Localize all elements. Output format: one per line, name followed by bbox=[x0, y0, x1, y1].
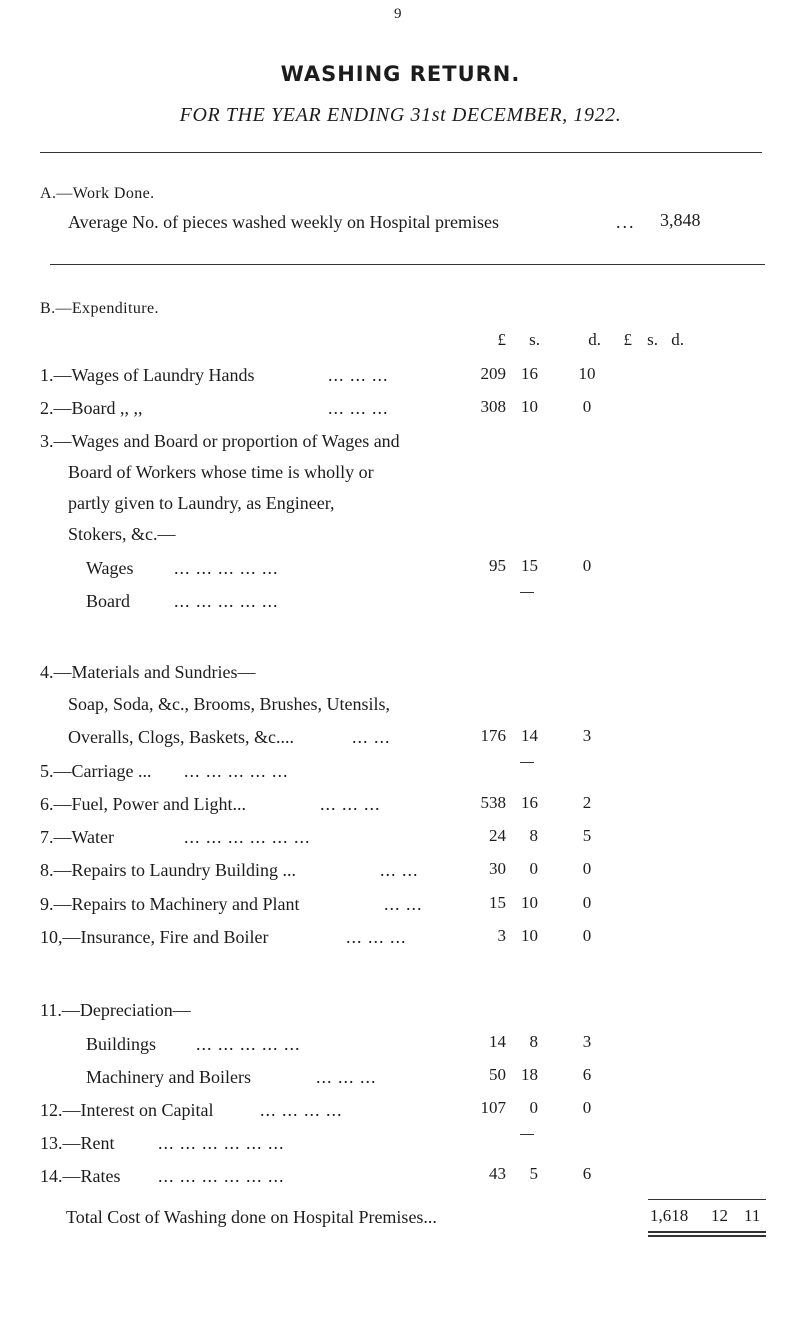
item-leader: ... ... ... ... ... bbox=[196, 1034, 301, 1054]
item-label: 10,—Insurance, Fire and Boiler bbox=[40, 927, 269, 947]
total-pence: 11 bbox=[744, 1206, 761, 1225]
item-pounds: 95 bbox=[489, 556, 506, 575]
item-pounds: 30 bbox=[489, 859, 506, 878]
item-dash bbox=[520, 762, 534, 763]
item-shillings: 10 bbox=[521, 397, 538, 416]
item-shillings: 0 bbox=[529, 859, 538, 878]
item-label: Board bbox=[86, 591, 130, 611]
item-label: 1.—Wages of Laundry Hands bbox=[40, 365, 255, 385]
item-pence: 3 bbox=[582, 726, 592, 745]
page-subtitle: FOR THE YEAR ENDING 31st DECEMBER, 1922. bbox=[179, 104, 622, 126]
item-shillings: 16 bbox=[521, 793, 538, 812]
item-pounds: 3 bbox=[497, 926, 506, 945]
page-title: WASHING RETURN. bbox=[280, 62, 521, 86]
item-leader: ... ... ... bbox=[316, 1067, 377, 1087]
item-shillings: 8 bbox=[529, 1032, 538, 1051]
col-header-pounds-total: £ bbox=[623, 330, 632, 349]
item-pounds: 308 bbox=[480, 397, 506, 416]
item-shillings: 14 bbox=[521, 726, 538, 745]
section-a-leader: ... bbox=[616, 212, 636, 232]
item-leader: ... ... ... ... ... bbox=[174, 558, 279, 578]
item-leader: ... ... ... ... ... bbox=[174, 591, 279, 611]
item-pounds: 176 bbox=[480, 726, 506, 745]
item-shillings: 8 bbox=[529, 826, 538, 845]
section-a-label: Average No. of pieces washed weekly on Hospital premises bbox=[68, 212, 500, 232]
item-pence: 0 bbox=[582, 556, 592, 575]
item-label: 13.—Rent bbox=[40, 1133, 115, 1153]
col-header-pence: d. bbox=[588, 330, 601, 349]
item-shillings: 10 bbox=[521, 926, 538, 945]
item-leader: ... ... bbox=[352, 727, 391, 747]
item-label: 5.—Carriage ... bbox=[40, 761, 152, 781]
item-shillings: 0 bbox=[529, 1098, 538, 1117]
item-pence: 0 bbox=[582, 1098, 592, 1117]
item-label: Soap, Soda, &c., Brooms, Brushes, Utensils, bbox=[68, 694, 390, 714]
middle-divider bbox=[50, 264, 765, 265]
item-pence: 3 bbox=[582, 1032, 592, 1051]
item-dash bbox=[520, 592, 534, 593]
item-pounds: 15 bbox=[489, 893, 506, 912]
item-pence: 6 bbox=[582, 1164, 592, 1183]
item-pence: 2 bbox=[582, 793, 592, 812]
item-shillings: 5 bbox=[529, 1164, 538, 1183]
item-label: Overalls, Clogs, Baskets, &c.... bbox=[68, 727, 294, 747]
total-shillings: 12 bbox=[711, 1206, 728, 1225]
item-label: 12.—Interest on Capital bbox=[40, 1100, 214, 1120]
item-shillings: 16 bbox=[521, 364, 538, 383]
total-double-rule bbox=[648, 1235, 766, 1237]
item-leader: ... ... ... ... bbox=[260, 1100, 343, 1120]
total-top-rule bbox=[648, 1199, 766, 1200]
item-label: Buildings bbox=[86, 1034, 157, 1054]
item-pounds: 50 bbox=[489, 1065, 506, 1084]
item-leader: ... ... bbox=[384, 894, 423, 914]
item-pounds: 107 bbox=[480, 1098, 506, 1117]
page-number: 9 bbox=[394, 6, 402, 22]
top-divider bbox=[40, 152, 762, 153]
section-a-value: 3,848 bbox=[660, 210, 701, 230]
item-pounds: 209 bbox=[480, 364, 506, 383]
item-pounds: 43 bbox=[489, 1164, 506, 1183]
item-pence: 0 bbox=[582, 859, 592, 878]
item-pence: 0 bbox=[582, 893, 592, 912]
item-shillings: 18 bbox=[521, 1065, 538, 1084]
item-label: 2.—Board ,, ,, bbox=[40, 398, 143, 418]
item-leader: ... ... ... ... ... ... bbox=[158, 1166, 285, 1186]
item-leader: ... ... ... bbox=[328, 365, 389, 385]
item-label: 11.—Depreciation— bbox=[40, 1000, 191, 1020]
item-label: Wages bbox=[86, 558, 134, 578]
item-leader: ... ... ... bbox=[328, 398, 389, 418]
item-label: Board of Workers whose time is wholly or bbox=[68, 462, 374, 482]
item-leader: ... ... bbox=[380, 860, 419, 880]
item-label: 3.—Wages and Board or proportion of Wages and bbox=[40, 431, 400, 451]
total-double-rule bbox=[648, 1231, 766, 1233]
item-dash bbox=[520, 1134, 534, 1135]
item-label: Machinery and Boilers bbox=[86, 1067, 251, 1087]
section-a-heading: A.—Work Done. bbox=[40, 185, 155, 202]
item-label: 14.—Rates bbox=[40, 1166, 121, 1186]
item-label: Stokers, &c.— bbox=[68, 524, 176, 544]
section-b-heading: B.—Expenditure. bbox=[40, 300, 159, 317]
item-label: 4.—Materials and Sundries— bbox=[40, 662, 256, 682]
item-leader: ... ... ... ... ... bbox=[184, 761, 289, 781]
item-label: 6.—Fuel, Power and Light... bbox=[40, 794, 246, 814]
item-leader: ... ... ... ... ... ... bbox=[184, 827, 311, 847]
item-leader: ... ... ... ... ... ... bbox=[158, 1133, 285, 1153]
item-shillings: 15 bbox=[521, 556, 538, 575]
item-shillings: 10 bbox=[521, 893, 538, 912]
item-pence: 10 bbox=[578, 364, 596, 383]
col-header-shillings-total: s. bbox=[647, 330, 658, 349]
col-header-pence-total: d. bbox=[671, 330, 684, 349]
col-header-pounds: £ bbox=[497, 330, 506, 349]
item-leader: ... ... ... bbox=[346, 927, 407, 947]
col-header-shillings: s. bbox=[529, 330, 540, 349]
item-label: 8.—Repairs to Laundry Building ... bbox=[40, 860, 296, 880]
item-leader: ... ... ... bbox=[320, 794, 381, 814]
total-pounds: 1,618 bbox=[650, 1206, 689, 1225]
item-pence: 6 bbox=[582, 1065, 592, 1084]
total-label: Total Cost of Washing done on Hospital Premises... bbox=[66, 1207, 437, 1227]
item-label: 7.—Water bbox=[40, 827, 115, 847]
item-pence: 0 bbox=[582, 397, 592, 416]
item-label: partly given to Laundry, as Engineer, bbox=[68, 493, 335, 513]
item-pounds: 14 bbox=[489, 1032, 506, 1051]
item-pounds: 24 bbox=[489, 826, 506, 845]
item-label: 9.—Repairs to Machinery and Plant bbox=[40, 894, 300, 914]
item-pounds: 538 bbox=[480, 793, 506, 812]
item-pence: 5 bbox=[582, 826, 592, 845]
item-pence: 0 bbox=[582, 926, 592, 945]
